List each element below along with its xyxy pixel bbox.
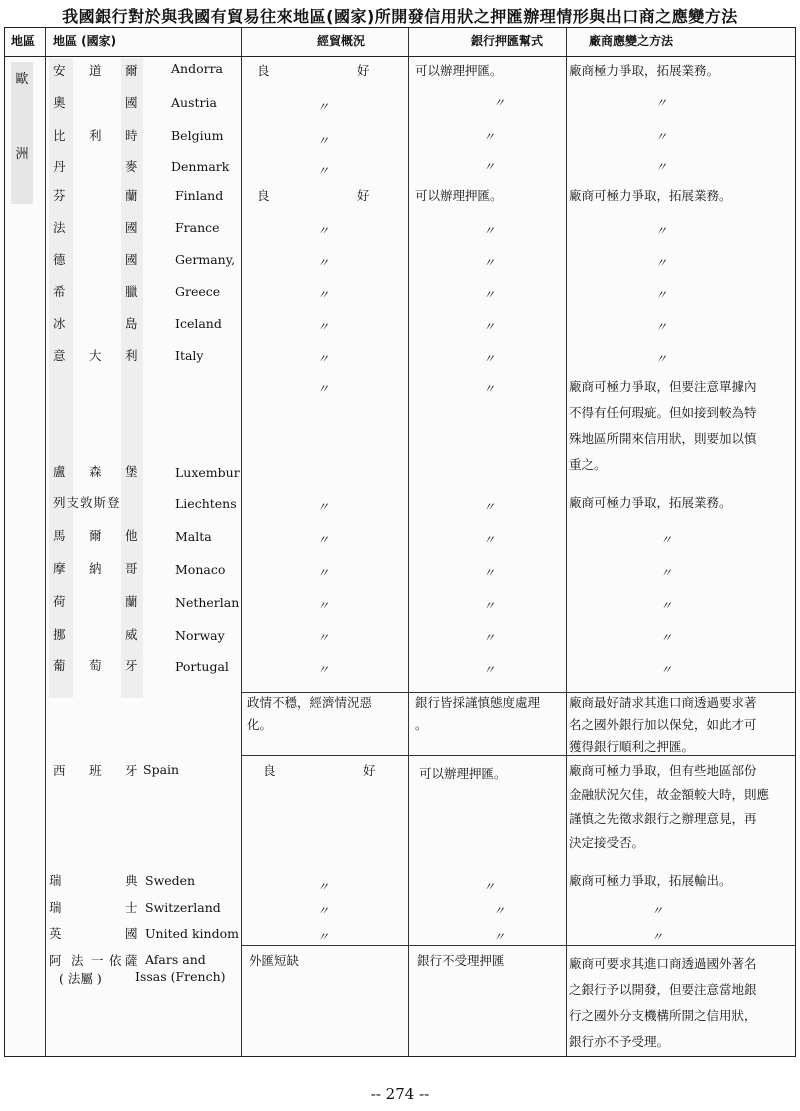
country-cn: 麥: [125, 159, 138, 174]
country-en: Belgium: [171, 128, 224, 143]
economy-text: 外匯短缺: [249, 953, 300, 968]
economy-text: 良: [263, 763, 276, 778]
country-cn: 瑞: [49, 873, 62, 888]
method-line: 決定接受否。: [569, 835, 645, 850]
economy-text: 好: [357, 188, 370, 203]
country-cn: 國: [125, 220, 138, 235]
ditto-mark: 〃: [493, 96, 506, 110]
country-cn: 爾: [125, 63, 138, 78]
country-cn-note: ( 法屬 ): [59, 971, 102, 986]
country-cn: 牙: [125, 658, 138, 673]
country-cn: 他: [125, 528, 138, 543]
country-en: Luxembur: [175, 465, 240, 480]
country-cn: 班: [89, 763, 102, 778]
country-cn: 哥: [125, 561, 138, 576]
ditto-mark: 〃: [317, 256, 330, 270]
ditto-mark: 〃: [651, 904, 664, 918]
ditto-mark: 〃: [483, 566, 496, 580]
ditto-mark: 〃: [655, 256, 668, 270]
country-en: Andorra: [171, 61, 224, 76]
country-en: Afars and: [145, 952, 206, 967]
row-divider: [241, 945, 795, 946]
country-cn: 丹: [53, 159, 66, 174]
ditto-mark: 〃: [483, 382, 496, 396]
country-en: Austria: [171, 95, 217, 110]
bank-text: 可以辦理押匯。: [415, 63, 503, 78]
method-text: [569, 374, 757, 478]
ditto-mark: 〃: [655, 160, 668, 174]
column-divider: [45, 28, 46, 1056]
economy-text: 好: [363, 763, 376, 778]
country-cn: 芬: [53, 188, 66, 203]
bank-line: 銀行皆採謹慎態度處理: [415, 695, 541, 710]
country-cn: 蘭: [125, 594, 138, 609]
country-en: Greece: [175, 284, 221, 299]
method-line: 名之國外銀行加以保兌，如此才可: [569, 717, 757, 732]
region-char: 洲: [15, 147, 29, 162]
region-europe: [11, 62, 33, 204]
country-cn: 利: [89, 128, 102, 143]
ditto-mark: 〃: [483, 631, 496, 645]
country-cn: 薩: [125, 953, 138, 968]
ditto-mark: 〃: [660, 566, 673, 580]
country-en: Portugal: [175, 659, 229, 674]
bank-text: 銀行不受理押匯: [417, 953, 505, 968]
ditto-mark: 〃: [317, 320, 330, 334]
ditto-mark: 〃: [483, 880, 496, 894]
country-en: United kindom: [145, 926, 239, 941]
ditto-mark: 〃: [317, 880, 330, 894]
ditto-mark: 〃: [655, 288, 668, 302]
country-en: Switzerland: [145, 900, 221, 915]
country-cn: 西: [53, 763, 66, 778]
ditto-mark: 〃: [317, 631, 330, 645]
ditto-mark: 〃: [483, 256, 496, 270]
country-en: Italy: [175, 348, 204, 363]
country-cn: 法: [53, 220, 66, 235]
country-en: Finland: [175, 188, 224, 203]
method-line: 行之國外分支機構所開之信用狀，: [569, 1008, 757, 1023]
ditto-mark: 〃: [483, 130, 496, 144]
country-cn: 阿: [49, 953, 62, 968]
ditto-mark: 〃: [317, 288, 330, 302]
country-cn: 國: [125, 95, 138, 110]
method-line: 謹慎之先徵求銀行之辦理意見，再: [569, 811, 757, 826]
ditto-mark: 〃: [317, 930, 330, 944]
country-cn: 法: [71, 953, 84, 968]
method-text: 廠商可極力爭取，拓展業務。: [569, 495, 732, 510]
country-en: Denmark: [171, 159, 230, 174]
method-line: 殊地區所開來信用狀，則要加以慎: [569, 431, 757, 446]
ditto-mark: 〃: [317, 904, 330, 918]
country-en: Iceland: [175, 316, 222, 331]
ditto-mark: 〃: [317, 164, 330, 178]
method-line: 銀行亦不予受理。: [569, 1034, 670, 1049]
page-number: -- 274 --: [370, 1085, 430, 1103]
bank-line: 。: [415, 717, 428, 732]
header-country: 地區 (國家): [53, 34, 117, 48]
country-cn: 奧: [53, 95, 66, 110]
ditto-mark: 〃: [317, 352, 330, 366]
bank-text: 可以辦理押匯。: [419, 766, 507, 781]
method-text: [569, 692, 757, 758]
method-text: 廠商可極力爭取，拓展業務。: [569, 188, 732, 203]
country-cn: 威: [125, 627, 138, 642]
method-line: 廠商可極力爭取，但有些地區部份: [569, 763, 757, 778]
country-cn: 葡: [53, 658, 66, 673]
country-cn: 比: [53, 128, 66, 143]
country-cn: 牙: [125, 763, 138, 778]
column-divider: [408, 28, 409, 1056]
ditto-mark: 〃: [317, 566, 330, 580]
country-cn: 大: [89, 348, 102, 363]
ditto-mark: 〃: [655, 224, 668, 238]
ditto-mark: 〃: [483, 663, 496, 677]
ditto-mark: 〃: [317, 533, 330, 547]
country-cn: 納: [89, 561, 102, 576]
economy-line: 化。: [247, 717, 273, 732]
ditto-mark: 〃: [317, 599, 330, 613]
ditto-mark: 〃: [317, 134, 330, 148]
ditto-mark: 〃: [660, 533, 673, 547]
method-line: 不得有任何瑕疵。但如接到較為特: [569, 405, 757, 420]
ditto-mark: 〃: [655, 352, 668, 366]
country-cn: 瑞: [49, 900, 62, 915]
country-cn: 臘: [125, 284, 138, 299]
ditto-mark: 〃: [483, 352, 496, 366]
column-divider: [241, 28, 242, 1056]
country-cn: 萄: [89, 658, 102, 673]
ditto-mark: 〃: [317, 100, 330, 114]
country-cn: 爾: [89, 528, 102, 543]
economy-text: 好: [357, 63, 370, 78]
method-line: 之銀行予以開發，但要注意當地銀: [569, 982, 757, 997]
country-cn: 列支敦斯登: [53, 495, 121, 510]
method-line: 重之。: [569, 457, 607, 472]
ditto-mark: 〃: [483, 533, 496, 547]
ditto-mark: 〃: [493, 904, 506, 918]
country-cn: 國: [125, 252, 138, 267]
country-en: France: [175, 220, 220, 235]
column-divider: [566, 28, 567, 1056]
country-cn: 荷: [53, 594, 66, 609]
country-en: Norway: [175, 628, 225, 643]
header-economy: 經貿概況: [317, 34, 366, 48]
header-region: 地區: [11, 34, 36, 48]
method-text: 廠商可極力爭取，拓展輸出。: [569, 873, 732, 888]
method-text: 廠商極力爭取，拓展業務。: [569, 63, 720, 78]
method-text: [569, 951, 757, 1055]
country-cn: 道: [89, 63, 102, 78]
country-cn: 島: [125, 316, 138, 331]
economy-text: 良: [257, 188, 270, 203]
country-cn: 士: [125, 900, 138, 915]
header-divider: [5, 56, 795, 57]
economy-text: 良: [257, 63, 270, 78]
ditto-mark: 〃: [317, 663, 330, 677]
country-cn: 安: [53, 63, 66, 78]
country-en: Liechtens: [175, 496, 237, 511]
ditto-mark: 〃: [660, 663, 673, 677]
letter-of-credit-table: [4, 27, 796, 1057]
country-en: Germany,: [175, 252, 236, 267]
page-title: 我國銀行對於與我國有貿易往來地區(國家)所開發信用狀之押匯辦理情形與出口商之應變方法: [62, 7, 738, 26]
ditto-mark: 〃: [317, 500, 330, 514]
ditto-mark: 〃: [483, 599, 496, 613]
country-cn: 德: [53, 252, 66, 267]
country-cn: 堡: [125, 464, 138, 479]
economy-line: 政情不穩，經濟情況惡: [247, 695, 373, 710]
country-cn: 摩: [53, 561, 66, 576]
ditto-mark: 〃: [655, 130, 668, 144]
country-cn: 一: [91, 953, 104, 968]
country-cn: 英: [49, 926, 62, 941]
country-en: Issas (French): [135, 969, 226, 984]
country-en: Monaco: [175, 562, 226, 577]
economy-text: [247, 692, 372, 736]
ditto-mark: 〃: [483, 160, 496, 174]
ditto-mark: 〃: [483, 320, 496, 334]
country-cn: 蘭: [125, 188, 138, 203]
header-exporter-method: 廠商應變之方法: [589, 34, 674, 48]
method-line: 廠商可極力爭取，但要注意單據內: [569, 379, 757, 394]
ditto-mark: 〃: [651, 930, 664, 944]
country-cn: 盧: [53, 464, 66, 479]
ditto-mark: 〃: [493, 930, 506, 944]
ditto-mark: 〃: [317, 382, 330, 396]
country-cn: 意: [53, 348, 66, 363]
bank-text: 可以辦理押匯。: [415, 188, 503, 203]
ditto-mark: 〃: [483, 288, 496, 302]
region-char: 歐: [15, 72, 29, 87]
country-en: Malta: [175, 529, 212, 544]
ditto-mark: 〃: [483, 500, 496, 514]
country-en: Spain: [143, 762, 180, 777]
ditto-mark: 〃: [660, 599, 673, 613]
ditto-mark: 〃: [660, 631, 673, 645]
country-cn: 森: [89, 464, 102, 479]
ditto-mark: 〃: [655, 320, 668, 334]
ditto-mark: 〃: [483, 224, 496, 238]
method-line: 獲得銀行順利之押匯。: [569, 739, 695, 754]
method-text: [569, 759, 769, 855]
country-cn: 挪: [53, 627, 66, 642]
country-cn: 希: [53, 284, 66, 299]
country-cn: 依: [109, 953, 122, 968]
country-en: Netherlan: [175, 595, 240, 610]
country-cn: 典: [125, 873, 138, 888]
country-cn: 冰: [53, 316, 66, 331]
country-cn: 時: [125, 128, 138, 143]
ditto-mark: 〃: [655, 96, 668, 110]
header-bank-method: 銀行押匯幫式: [471, 34, 544, 48]
country-cn: 馬: [53, 528, 66, 543]
method-line: 廠商最好請求其進口商透過要求著: [569, 695, 757, 710]
bank-text: [415, 692, 540, 736]
method-line: 廠商可要求其進口商透過國外著名: [569, 956, 757, 971]
country-cn: 利: [125, 348, 138, 363]
ditto-mark: 〃: [317, 224, 330, 238]
country-cn: 國: [125, 926, 138, 941]
country-en: Sweden: [145, 873, 196, 888]
method-line: 金融狀況欠佳，故金額較大時，則應: [569, 787, 770, 802]
